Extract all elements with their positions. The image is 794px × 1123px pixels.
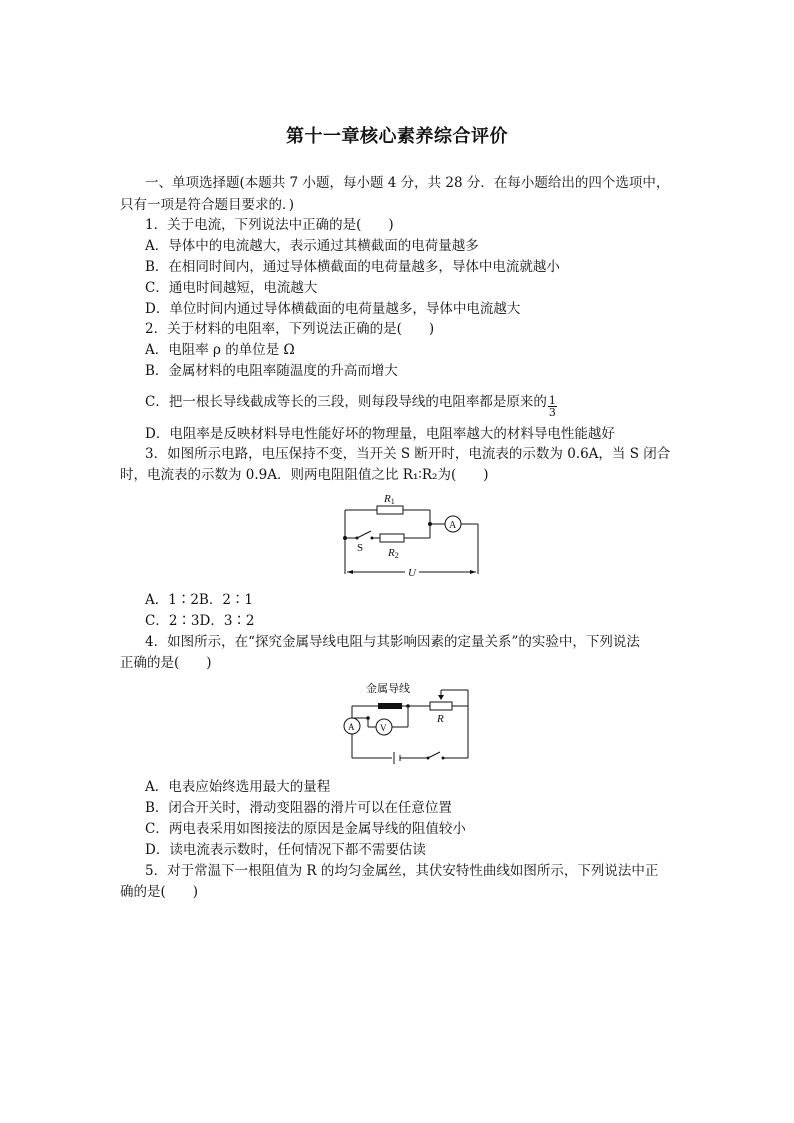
switch-label: S (357, 542, 364, 554)
q3-options-cd: C．2∶3D．3∶2 (145, 613, 255, 629)
q1-option-a: A．导体中的电流越大，表示通过其横截面的电荷量越多 (145, 238, 479, 254)
q1-option-b: B．在相同时间内，通过导体横截面的电荷量越多，导体中电流就越小 (145, 259, 560, 275)
q1-option-c: C．通电时间越短，电流越大 (145, 280, 318, 296)
fraction-denominator: 3 (548, 406, 556, 419)
q3-stem-line-2: 时，电流表的示数为 0.9A．则两电阻阻值之比 R₁∶R₂为( ) (120, 467, 489, 483)
ammeter-label: A (449, 520, 457, 531)
q4-option-c: C．两电表采用如图接法的原因是金属导线的阻值较小 (145, 821, 466, 837)
one-third-fraction (548, 395, 557, 418)
q4-option-a: A．电表应始终选用最大的量程 (145, 779, 331, 795)
rheostat-label: R (437, 713, 444, 725)
q2-option-a: A．电阻率 ρ 的单位是 Ω (145, 342, 295, 358)
q2-option-c (145, 393, 557, 418)
r1-label: R1 (384, 493, 395, 506)
r2-label: R2 (388, 547, 399, 560)
q3-options-ab: A．1∶2B．2∶1 (145, 592, 254, 608)
q2-option-b: B．金属材料的电阻率随温度的升高而增大 (145, 363, 398, 379)
section-intro-line-2: 只有一项是符合题目要求的．) (120, 197, 295, 213)
q4-option-b: B．闭合开关时，滑动变阻器的滑片可以在任意位置 (145, 800, 452, 816)
fraction-numerator: 1 (548, 394, 556, 407)
q3-stem-line-1: 3．如图所示电路，电压保持不变，当开关 S 断开时，电流表的示数为 0.6A，当 S 闭合 (145, 446, 671, 462)
q3-circuit-diagram (335, 488, 490, 583)
q5-stem-line-2: 确的是( ) (120, 884, 199, 900)
section-intro-line-1: 一、单项选择题(本题共 7 小题，每小题 4 分，共 28 分．在每小题给出的四个选项中， (145, 175, 670, 191)
q2-option-d: D．电阻率是反映材料导电性能好坏的物理量，电阻率越大的材料导电性能越好 (145, 426, 615, 442)
q4-stem-line-2: 正确的是( ) (120, 655, 212, 671)
q4-option-d: D．读电流表示数时，任何情况下都不需要估读 (145, 842, 426, 858)
metal-wire-label: 金属导线 (366, 682, 410, 695)
q2-option-c-text: C．把一根长导线截成等长的三段，则每段导线的电阻率都是原来的 (145, 394, 547, 410)
ammeter-label: A (348, 722, 355, 732)
q4-circuit-diagram (340, 678, 480, 766)
q1-stem: 1．关于电流，下列说法中正确的是( ) (145, 217, 394, 233)
q5-stem-line-1: 5．对于常温下一根阻值为 R 的均匀金属丝，其伏安特性曲线如图所示，下列说法中正 (145, 863, 659, 879)
page-title: 第十一章核心素养综合评价 (286, 126, 508, 147)
q1-option-d: D．单位时间内通过导体横截面的电荷量越多，导体中电流越大 (145, 301, 521, 317)
q2-stem: 2．关于材料的电阻率，下列说法正确的是( ) (145, 321, 435, 337)
voltage-label: U (408, 567, 416, 579)
q4-stem-line-1: 4．如图所示，在“探究金属导线电阻与其影响因素的定量关系”的实验中，下列说法 (145, 634, 640, 650)
voltmeter-label: V (380, 723, 387, 733)
